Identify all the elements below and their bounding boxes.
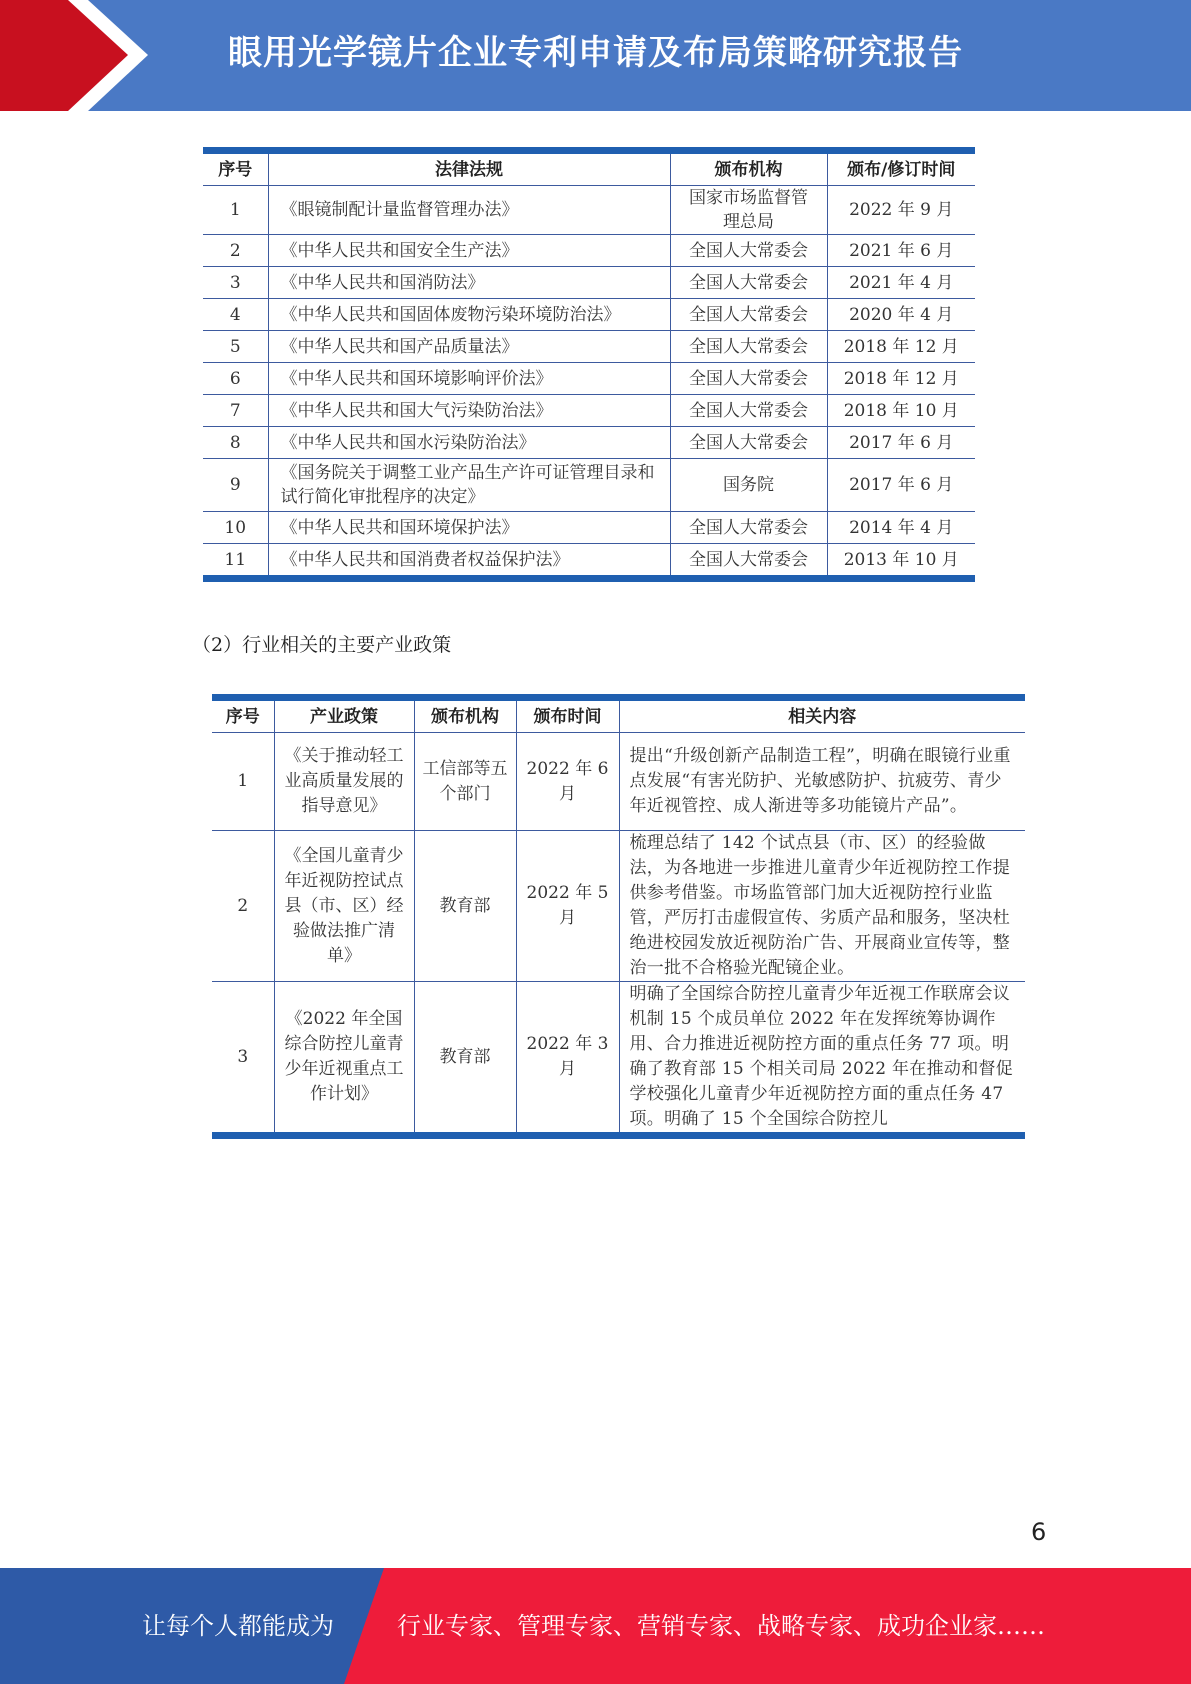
table-row <box>203 512 975 544</box>
table-row <box>203 427 975 459</box>
law-name: 《中华人民共和国环境保护法》 <box>268 512 670 544</box>
row-number: 8 <box>203 427 268 459</box>
table-row <box>212 733 1025 831</box>
issue-date: 2022 年 6 月 <box>516 733 619 831</box>
page-number: 6 <box>1031 1518 1047 1546</box>
policy-table <box>212 694 1025 1139</box>
issue-date: 2020 年 4 月 <box>827 299 975 331</box>
row-number: 10 <box>203 512 268 544</box>
table-row <box>203 267 975 299</box>
laws-table-header-row <box>203 151 975 186</box>
issue-date: 2021 年 6 月 <box>827 235 975 267</box>
policy-content: 梳理总结了 142 个试点县（市、区）的经验做法，为各地进一步推进儿童青少年近视防控工作提供参考借鉴。市场监管部门加大近视防控行业监管，严厉打击虚假宣传、劣质产品和服务，坚决杜绝进校园发放近视防治广告、开展商业宣传等，整治一批不合格验光配镜企业。 <box>619 831 1025 982</box>
table-row <box>203 395 975 427</box>
column-header-no: 序号 <box>212 698 274 733</box>
policy-table-header-row <box>212 698 1025 733</box>
laws-table <box>203 147 975 582</box>
issue-date: 2017 年 6 月 <box>827 427 975 459</box>
row-number: 3 <box>212 982 274 1136</box>
footer-slogan-right: 行业专家、管理专家、营销专家、战略专家、成功企业家…… <box>397 1612 1045 1640</box>
law-name: 《中华人民共和国安全生产法》 <box>268 235 670 267</box>
issuer: 全国人大常委会 <box>670 267 827 299</box>
policy-name: 《关于推动轻工业高质量发展的指导意见》 <box>274 733 414 831</box>
column-header-no: 序号 <box>203 151 268 186</box>
issuer: 教育部 <box>414 982 516 1136</box>
table-row <box>203 459 975 512</box>
policy-content: 提出“升级创新产品制造工程”，明确在眼镜行业重点发展“有害光防护、光敏感防护、抗疲劳、青少年近视管控、成人渐进等多功能镜片产品”。 <box>619 733 1025 831</box>
law-name: 《中华人民共和国消防法》 <box>268 267 670 299</box>
row-number: 1 <box>212 733 274 831</box>
row-number: 5 <box>203 331 268 363</box>
issue-date: 2022 年 5 月 <box>516 831 619 982</box>
issue-date: 2018 年 12 月 <box>827 363 975 395</box>
row-number: 6 <box>203 363 268 395</box>
row-number: 3 <box>203 267 268 299</box>
report-title: 眼用光学镜片企业专利申请及布局策略研究报告 <box>228 33 963 73</box>
issuer: 全国人大常委会 <box>670 363 827 395</box>
issuer: 教育部 <box>414 831 516 982</box>
issuer: 全国人大常委会 <box>670 512 827 544</box>
table-row <box>203 299 975 331</box>
row-number: 1 <box>203 186 268 235</box>
table-row <box>203 235 975 267</box>
law-name: 《中华人民共和国消费者权益保护法》 <box>268 544 670 579</box>
issue-date: 2018 年 12 月 <box>827 331 975 363</box>
issuer: 工信部等五个部门 <box>414 733 516 831</box>
issuer: 国家市场监督管理总局 <box>670 186 827 235</box>
issuer: 全国人大常委会 <box>670 427 827 459</box>
policy-content: 明确了全国综合防控儿童青少年近视工作联席会议机制 15 个成员单位 2022 年在发挥统筹协调作用、合力推进近视防控方面的重点任务 77 项。明确了教育部 15 个相关司局 2022 年在推动和督促学校强化儿童青少年近视防控方面的重点任务 47 项。明确了 15 个全国综合防控儿 <box>619 982 1025 1136</box>
page-footer <box>0 1568 1191 1684</box>
page-header <box>0 0 1191 111</box>
law-name: 《眼镜制配计量监督管理办法》 <box>268 186 670 235</box>
column-header-issuer: 颁布机构 <box>414 698 516 733</box>
table-row <box>203 186 975 235</box>
issue-date: 2014 年 4 月 <box>827 512 975 544</box>
issuer: 全国人大常委会 <box>670 331 827 363</box>
issue-date: 2021 年 4 月 <box>827 267 975 299</box>
column-header-law: 法律法规 <box>268 151 670 186</box>
issuer: 全国人大常委会 <box>670 299 827 331</box>
issue-date: 2018 年 10 月 <box>827 395 975 427</box>
issuer: 全国人大常委会 <box>670 544 827 579</box>
table-row <box>203 363 975 395</box>
issuer: 全国人大常委会 <box>670 395 827 427</box>
issuer: 国务院 <box>670 459 827 512</box>
law-name: 《中华人民共和国产品质量法》 <box>268 331 670 363</box>
column-header-policy: 产业政策 <box>274 698 414 733</box>
row-number: 2 <box>212 831 274 982</box>
section-subheading: （2）行业相关的主要产业政策 <box>192 634 452 656</box>
row-number: 11 <box>203 544 268 579</box>
policy-name: 《2022 年全国综合防控儿童青少年近视重点工作计划》 <box>274 982 414 1136</box>
table-row <box>212 831 1025 982</box>
row-number: 7 <box>203 395 268 427</box>
law-name: 《中华人民共和国大气污染防治法》 <box>268 395 670 427</box>
policy-name: 《全国儿童青少年近视防控试点县（市、区）经验做法推广清单》 <box>274 831 414 982</box>
issue-date: 2017 年 6 月 <box>827 459 975 512</box>
footer-slogan-left: 让每个人都能成为 <box>142 1612 334 1640</box>
issuer: 全国人大常委会 <box>670 235 827 267</box>
row-number: 9 <box>203 459 268 512</box>
row-number: 2 <box>203 235 268 267</box>
law-name: 《国务院关于调整工业产品生产许可证管理目录和试行简化审批程序的决定》 <box>268 459 670 512</box>
table-row <box>212 982 1025 1136</box>
issue-date: 2022 年 3 月 <box>516 982 619 1136</box>
row-number: 4 <box>203 299 268 331</box>
column-header-date: 颁布时间 <box>516 698 619 733</box>
issue-date: 2022 年 9 月 <box>827 186 975 235</box>
issue-date: 2013 年 10 月 <box>827 544 975 579</box>
column-header-date: 颁布/修订时间 <box>827 151 975 186</box>
law-name: 《中华人民共和国固体废物污染环境防治法》 <box>268 299 670 331</box>
law-name: 《中华人民共和国水污染防治法》 <box>268 427 670 459</box>
table-row <box>203 331 975 363</box>
header-red-chevron-graphic <box>0 0 160 111</box>
law-name: 《中华人民共和国环境影响评价法》 <box>268 363 670 395</box>
table-row <box>203 544 975 579</box>
column-header-issuer: 颁布机构 <box>670 151 827 186</box>
column-header-content: 相关内容 <box>619 698 1025 733</box>
